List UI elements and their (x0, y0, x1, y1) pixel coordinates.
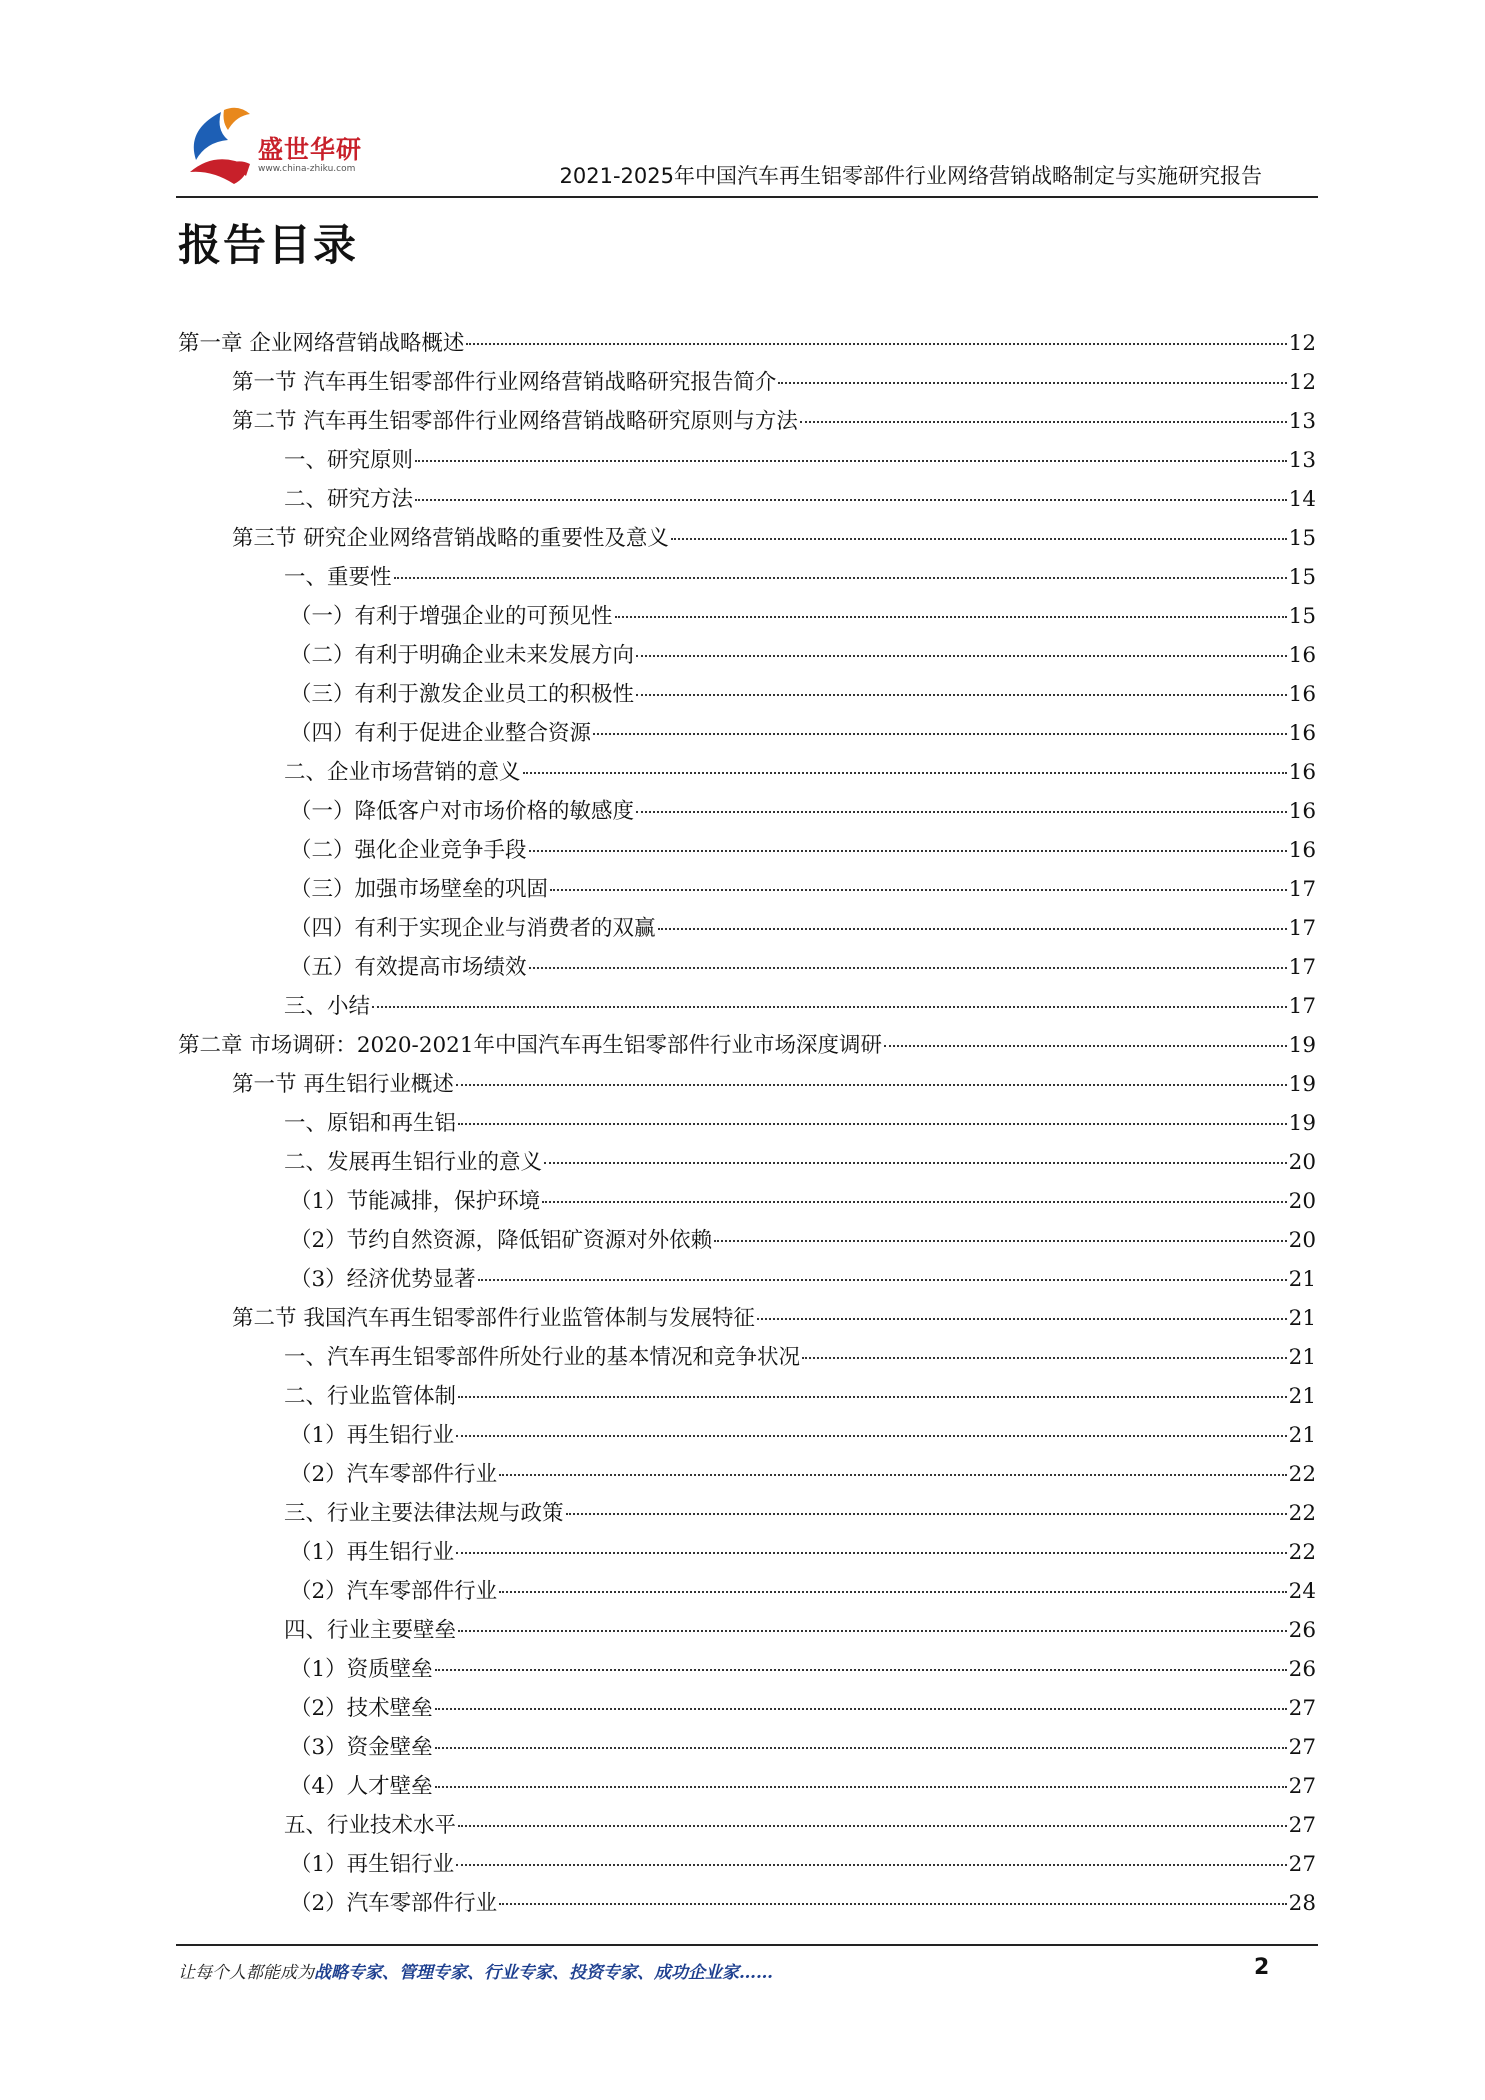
toc-entry[interactable] (178, 1028, 1316, 1067)
toc-entry-page: 22 (1288, 1462, 1316, 1487)
toc-entry[interactable] (178, 950, 1316, 989)
toc-entry-label: 二、发展再生铝行业的意义 (284, 1150, 543, 1175)
toc-entry-page: 20 (1288, 1150, 1316, 1175)
toc-entry-label: （1）再生铝行业 (290, 1423, 455, 1448)
toc-entry-label: 四、行业主要壁垒 (284, 1618, 457, 1643)
toc-entry-page: 17 (1288, 994, 1316, 1019)
page-title: 报告目录 (178, 221, 358, 271)
toc-dot-leader (456, 1084, 1287, 1086)
toc-entry[interactable] (178, 521, 1316, 560)
toc-entry-page: 16 (1288, 838, 1316, 863)
toc-entry-label: 第一节 再生铝行业概述 (232, 1072, 454, 1097)
toc-entry[interactable] (178, 1496, 1316, 1535)
toc-entry-page: 22 (1288, 1540, 1316, 1565)
toc-entry-page: 28 (1288, 1891, 1316, 1916)
toc-dot-leader (466, 343, 1286, 345)
toc-entry[interactable] (178, 989, 1316, 1028)
report-title: 2021-2025年中国汽车再生铝零部件行业网络营销战略制定与实施研究报告 (559, 164, 1262, 188)
footer-slogan-highlight: 战略专家、管理专家、行业专家、投资专家、成功企业家…… (314, 1963, 773, 1983)
toc-entry-page: 16 (1288, 682, 1316, 707)
toc-entry[interactable] (178, 482, 1316, 521)
company-logo-url: www.china-zhiku.com (258, 164, 356, 174)
toc-entry[interactable] (178, 1340, 1316, 1379)
toc-entry-page: 19 (1288, 1111, 1316, 1136)
toc-entry-label: 第一节 汽车再生铝零部件行业网络营销战略研究报告简介 (232, 370, 777, 395)
page-header (176, 100, 1318, 198)
toc-entry-label: （3）经济优势显著 (290, 1267, 476, 1292)
toc-dot-leader (566, 1513, 1287, 1515)
toc-entry-label: （2）节约自然资源，降低铝矿资源对外依赖 (290, 1228, 713, 1253)
toc-entry-page: 17 (1288, 955, 1316, 980)
toc-entry-page: 21 (1288, 1423, 1316, 1448)
toc-entry-page: 15 (1288, 526, 1316, 551)
toc-dot-leader (456, 1435, 1286, 1437)
toc-entry-page: 17 (1288, 916, 1316, 941)
toc-entry-label: 第二节 汽车再生铝零部件行业网络营销战略研究原则与方法 (232, 409, 798, 434)
toc-entry[interactable] (178, 833, 1316, 872)
toc-dot-leader (415, 499, 1287, 501)
toc-entry[interactable] (178, 1847, 1316, 1886)
toc-entry[interactable] (178, 443, 1316, 482)
toc-entry-label: 二、企业市场营销的意义 (284, 760, 521, 785)
toc-entry-label: 第三节 研究企业网络营销战略的重要性及意义 (232, 526, 669, 551)
toc-dot-leader (435, 1786, 1287, 1788)
page-number: 2 (1254, 1955, 1270, 1980)
toc-entry-page: 13 (1288, 448, 1316, 473)
toc-entry-page: 15 (1288, 604, 1316, 629)
toc-entry-label: （1）再生铝行业 (290, 1540, 455, 1565)
toc-dot-leader (458, 1123, 1287, 1125)
toc-entry-label: （四）有利于促进企业整合资源 (290, 721, 592, 746)
toc-entry[interactable] (178, 1652, 1316, 1691)
toc-dot-leader (636, 694, 1287, 696)
toc-entry-label: （五）有效提高市场绩效 (290, 955, 527, 980)
toc-entry[interactable] (178, 599, 1316, 638)
toc-entry-label: 第二章 市场调研：2020-2021年中国汽车再生铝零部件行业市场深度调研 (178, 1033, 883, 1058)
toc-entry-label: （2）汽车零部件行业 (290, 1579, 498, 1604)
toc-entry-page: 19 (1288, 1033, 1316, 1058)
toc-entry-page: 27 (1288, 1852, 1316, 1877)
toc-entry-page: 22 (1288, 1501, 1316, 1526)
toc-entry[interactable] (178, 1223, 1316, 1262)
toc-entry-label: 一、原铝和再生铝 (284, 1111, 457, 1136)
toc-dot-leader (435, 1708, 1287, 1710)
toc-dot-leader (884, 1045, 1287, 1047)
toc-entry[interactable] (178, 1418, 1316, 1457)
toc-entry-label: （3）资金壁垒 (290, 1735, 433, 1760)
toc-entry-label: 三、行业主要法律法规与政策 (284, 1501, 564, 1526)
toc-dot-leader (458, 1396, 1287, 1398)
toc-entry-label: 第一章 企业网络营销战略概述 (178, 331, 465, 356)
toc-dot-leader (671, 538, 1287, 540)
toc-entry-label: 五、行业技术水平 (284, 1813, 457, 1838)
toc-entry-label: （2）技术壁垒 (290, 1696, 433, 1721)
toc-dot-leader (636, 811, 1287, 813)
toc-dot-leader (757, 1318, 1287, 1320)
toc-entry[interactable] (178, 911, 1316, 950)
toc-entry[interactable] (178, 1691, 1316, 1730)
toc-entry[interactable] (178, 1769, 1316, 1808)
toc-entry[interactable] (178, 755, 1316, 794)
toc-entry-label: 三、小结 (284, 994, 371, 1019)
toc-entry-page: 15 (1288, 565, 1316, 590)
toc-entry[interactable] (178, 1106, 1316, 1145)
toc-entry[interactable] (178, 1457, 1316, 1496)
toc-entry-page: 26 (1288, 1657, 1316, 1682)
toc-entry-page: 12 (1288, 370, 1316, 395)
toc-entry-label: （1）资质壁垒 (290, 1657, 433, 1682)
toc-entry-page: 21 (1288, 1267, 1316, 1292)
toc-entry-label: （四）有利于实现企业与消费者的双赢 (290, 916, 656, 941)
toc-entry-page: 27 (1288, 1735, 1316, 1760)
toc-entry-label: 二、研究方法 (284, 487, 414, 512)
toc-entry-label: （4）人才壁垒 (290, 1774, 433, 1799)
toc-dot-leader (529, 850, 1287, 852)
toc-dot-leader (394, 577, 1287, 579)
toc-dot-leader (499, 1903, 1286, 1905)
toc-dot-leader (458, 1630, 1287, 1632)
footer-slogan-prefix: 让每个人都能成为 (178, 1963, 314, 1983)
toc-entry[interactable] (178, 404, 1316, 443)
toc-dot-leader (658, 928, 1287, 930)
toc-entry[interactable] (178, 1613, 1316, 1652)
toc-entry[interactable] (178, 1730, 1316, 1769)
toc-entry-label: （一）有利于增强企业的可预见性 (290, 604, 613, 629)
toc-entry-page: 16 (1288, 643, 1316, 668)
toc-dot-leader (499, 1474, 1286, 1476)
toc-dot-leader (372, 1006, 1287, 1008)
toc-entry[interactable] (178, 1535, 1316, 1574)
toc-entry[interactable] (178, 1262, 1316, 1301)
toc-entry-label: （二）强化企业竞争手段 (290, 838, 527, 863)
toc-entry[interactable] (178, 1886, 1316, 1925)
toc-dot-leader (636, 655, 1287, 657)
footer-slogan (178, 1958, 773, 1983)
toc-dot-leader (499, 1591, 1286, 1593)
toc-dot-leader (523, 772, 1287, 774)
toc-dot-leader (593, 733, 1287, 735)
toc-entry[interactable] (178, 638, 1316, 677)
toc-entry[interactable] (178, 794, 1316, 833)
toc-dot-leader (458, 1825, 1287, 1827)
toc-entry-page: 16 (1288, 799, 1316, 824)
toc-entry-label: 一、重要性 (284, 565, 392, 590)
toc-entry-label: 二、行业监管体制 (284, 1384, 457, 1409)
toc-entry-label: 第二节 我国汽车再生铝零部件行业监管体制与发展特征 (232, 1306, 755, 1331)
toc-entry-label: 一、汽车再生铝零部件所处行业的基本情况和竞争状况 (284, 1345, 801, 1370)
toc-entry[interactable] (178, 560, 1316, 599)
toc-entry[interactable] (178, 1379, 1316, 1418)
toc-dot-leader (415, 460, 1287, 462)
toc-dot-leader (778, 382, 1286, 384)
toc-dot-leader (714, 1240, 1286, 1242)
toc-entry[interactable] (178, 1808, 1316, 1847)
toc-entry[interactable] (178, 1574, 1316, 1613)
toc-entry-page: 21 (1288, 1306, 1316, 1331)
toc-entry-page: 21 (1288, 1345, 1316, 1370)
toc-entry-label: （2）汽车零部件行业 (290, 1891, 498, 1916)
toc-entry-label: （三）加强市场壁垒的巩固 (290, 877, 549, 902)
table-of-contents (178, 326, 1316, 1925)
toc-dot-leader (435, 1747, 1287, 1749)
toc-entry[interactable] (178, 1145, 1316, 1184)
toc-dot-leader (478, 1279, 1287, 1281)
toc-entry[interactable] (178, 1067, 1316, 1106)
toc-dot-leader (435, 1669, 1287, 1671)
toc-entry[interactable] (178, 1301, 1316, 1340)
toc-dot-leader (456, 1864, 1286, 1866)
toc-entry-page: 19 (1288, 1072, 1316, 1097)
toc-entry-page: 24 (1288, 1579, 1316, 1604)
toc-entry-label: （三）有利于激发企业员工的积极性 (290, 682, 635, 707)
toc-entry-page: 20 (1288, 1189, 1316, 1214)
toc-entry-label: （1）再生铝行业 (290, 1852, 455, 1877)
toc-entry-page: 13 (1288, 409, 1316, 434)
toc-entry[interactable] (178, 365, 1316, 404)
toc-entry-page: 12 (1288, 331, 1316, 356)
toc-entry-page: 26 (1288, 1618, 1316, 1643)
toc-entry-page: 17 (1288, 877, 1316, 902)
toc-entry-page: 27 (1288, 1774, 1316, 1799)
company-logo-name: 盛世华研 (258, 135, 363, 164)
toc-entry[interactable] (178, 326, 1316, 365)
footer-divider (176, 1944, 1318, 1946)
toc-entry[interactable] (178, 1184, 1316, 1223)
toc-dot-leader (802, 1357, 1287, 1359)
toc-entry-page: 27 (1288, 1813, 1316, 1838)
toc-entry-page: 21 (1288, 1384, 1316, 1409)
toc-entry-page: 14 (1288, 487, 1316, 512)
toc-entry-label: （一）降低客户对市场价格的敏感度 (290, 799, 635, 824)
toc-entry-page: 16 (1288, 760, 1316, 785)
toc-dot-leader (456, 1552, 1286, 1554)
toc-entry-page: 20 (1288, 1228, 1316, 1253)
toc-dot-leader (529, 967, 1287, 969)
toc-entry-page: 16 (1288, 721, 1316, 746)
toc-dot-leader (544, 1162, 1287, 1164)
toc-dot-leader (542, 1201, 1286, 1203)
toc-entry-label: （2）汽车零部件行业 (290, 1462, 498, 1487)
toc-dot-leader (800, 421, 1287, 423)
toc-entry-page: 27 (1288, 1696, 1316, 1721)
toc-dot-leader (615, 616, 1287, 618)
toc-entry[interactable] (178, 872, 1316, 911)
toc-entry-label: （1）节能减排，保护环境 (290, 1189, 541, 1214)
toc-dot-leader (550, 889, 1287, 891)
toc-entry[interactable] (178, 677, 1316, 716)
toc-entry[interactable] (178, 716, 1316, 755)
toc-entry-label: 一、研究原则 (284, 448, 414, 473)
toc-entry-label: （二）有利于明确企业未来发展方向 (290, 643, 635, 668)
